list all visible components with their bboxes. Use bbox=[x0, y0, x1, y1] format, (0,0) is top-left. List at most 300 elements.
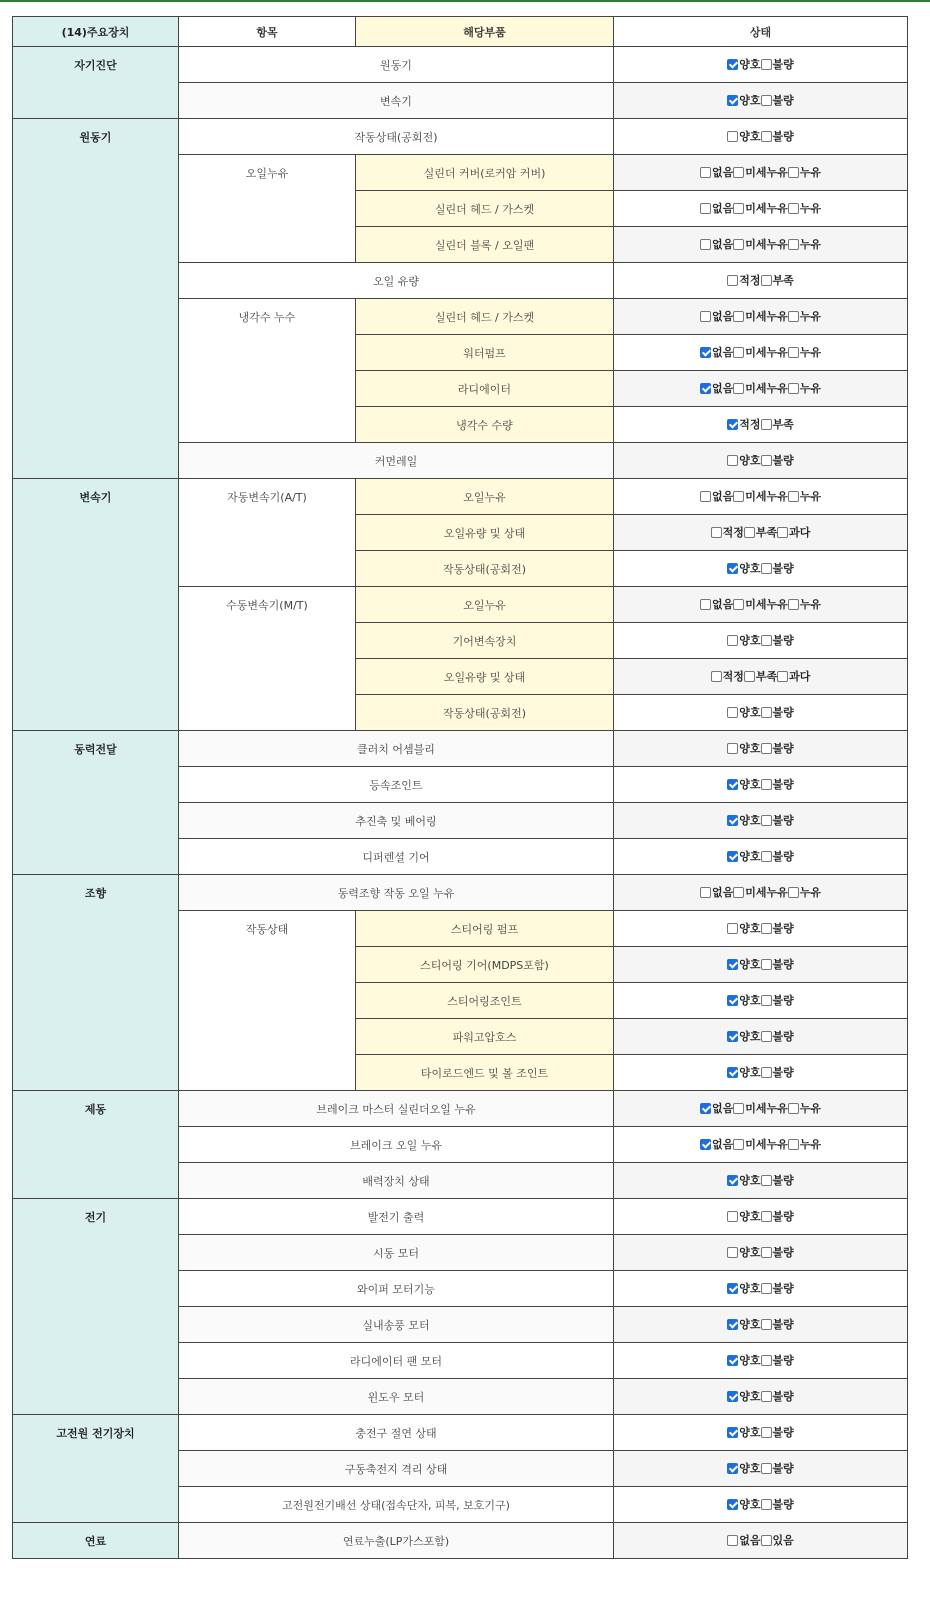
checkbox-checked-icon[interactable] bbox=[727, 851, 738, 862]
status-option[interactable] bbox=[727, 1244, 760, 1260]
status-option-label: 양호 bbox=[739, 1210, 761, 1224]
status-option[interactable] bbox=[711, 668, 744, 684]
status-cell bbox=[614, 443, 908, 479]
checkbox-checked-icon[interactable] bbox=[727, 995, 738, 1006]
checkbox-icon[interactable] bbox=[788, 1139, 799, 1150]
checkbox-icon[interactable] bbox=[761, 635, 772, 646]
checkbox-checked-icon[interactable] bbox=[727, 1031, 738, 1042]
inspection-table bbox=[12, 16, 908, 1559]
checkbox-icon[interactable] bbox=[727, 1535, 738, 1546]
group-label: 원동기 bbox=[13, 119, 179, 479]
checkbox-checked-icon[interactable] bbox=[700, 347, 711, 358]
checkbox-icon[interactable] bbox=[733, 887, 744, 898]
status-option[interactable] bbox=[727, 848, 760, 864]
status-option[interactable] bbox=[761, 1388, 794, 1404]
checkbox-icon[interactable] bbox=[700, 311, 711, 322]
checkbox-icon[interactable] bbox=[733, 203, 744, 214]
status-option[interactable] bbox=[727, 776, 760, 792]
status-cell bbox=[614, 407, 908, 443]
status-option[interactable] bbox=[788, 164, 821, 180]
item-label: 시동 모터 bbox=[179, 1235, 614, 1271]
status-option[interactable] bbox=[788, 884, 821, 900]
checkbox-icon[interactable] bbox=[761, 1535, 772, 1546]
status-option[interactable] bbox=[761, 848, 794, 864]
item-label: 오일 유량 bbox=[179, 263, 614, 299]
status-option[interactable] bbox=[727, 632, 760, 648]
checkbox-checked-icon[interactable] bbox=[727, 779, 738, 790]
checkbox-icon[interactable] bbox=[700, 239, 711, 250]
group-label: 조향 bbox=[13, 875, 179, 1091]
checkbox-icon[interactable] bbox=[777, 671, 788, 682]
status-cell bbox=[614, 371, 908, 407]
status-option[interactable] bbox=[788, 200, 821, 216]
checkbox-icon[interactable] bbox=[788, 203, 799, 214]
checkbox-checked-icon[interactable] bbox=[727, 1283, 738, 1294]
checkbox-icon[interactable] bbox=[733, 311, 744, 322]
status-option-label: 불량 bbox=[772, 1462, 794, 1476]
checkbox-icon[interactable] bbox=[700, 167, 711, 178]
status-option-label: 양호 bbox=[739, 94, 761, 108]
status-option-label: 양호 bbox=[739, 130, 761, 144]
status-option[interactable] bbox=[727, 1352, 760, 1368]
checkbox-icon[interactable] bbox=[761, 275, 772, 286]
checkbox-icon[interactable] bbox=[788, 383, 799, 394]
status-option[interactable] bbox=[727, 920, 760, 936]
status-cell bbox=[614, 263, 908, 299]
checkbox-icon[interactable] bbox=[733, 167, 744, 178]
checkbox-icon[interactable] bbox=[777, 527, 788, 538]
status-option-label: 양호 bbox=[739, 1498, 761, 1512]
part-label: 스티어링조인트 bbox=[356, 983, 614, 1019]
status-option[interactable] bbox=[761, 272, 794, 288]
status-option[interactable] bbox=[733, 884, 788, 900]
status-option[interactable] bbox=[761, 812, 794, 828]
status-option-label: 미세누유 bbox=[745, 598, 788, 612]
checkbox-checked-icon[interactable] bbox=[700, 1103, 711, 1114]
status-option[interactable] bbox=[727, 56, 760, 72]
checkbox-icon[interactable] bbox=[788, 347, 799, 358]
status-option[interactable] bbox=[727, 992, 760, 1008]
status-option-label: 양호 bbox=[739, 850, 761, 864]
status-cell bbox=[614, 1091, 908, 1127]
status-option-label: 누유 bbox=[799, 886, 822, 900]
checkbox-checked-icon[interactable] bbox=[727, 419, 738, 430]
status-option[interactable] bbox=[761, 1352, 794, 1368]
part-label: 오일유량 및 상태 bbox=[356, 515, 614, 551]
item-label: 커먼레일 bbox=[179, 443, 614, 479]
checkbox-icon[interactable] bbox=[761, 851, 772, 862]
status-option-label: 누유 bbox=[799, 166, 822, 180]
checkbox-icon[interactable] bbox=[788, 311, 799, 322]
checkbox-icon[interactable] bbox=[761, 1283, 772, 1294]
status-option[interactable] bbox=[727, 128, 760, 144]
status-cell bbox=[614, 83, 908, 119]
checkbox-icon[interactable] bbox=[761, 1211, 772, 1222]
header-item: 항목 bbox=[179, 17, 356, 47]
checkbox-icon[interactable] bbox=[727, 635, 738, 646]
checkbox-icon[interactable] bbox=[711, 671, 722, 682]
group-label: 고전원 전기장치 bbox=[13, 1415, 179, 1523]
status-cell bbox=[614, 47, 908, 83]
checkbox-icon[interactable] bbox=[761, 1463, 772, 1474]
checkbox-icon[interactable] bbox=[761, 95, 772, 106]
checkbox-icon[interactable] bbox=[700, 887, 711, 898]
part-label: 냉각수 수량 bbox=[356, 407, 614, 443]
checkbox-icon[interactable] bbox=[744, 671, 755, 682]
status-option[interactable] bbox=[727, 740, 760, 756]
status-option[interactable] bbox=[700, 1100, 733, 1116]
status-option-label: 부족 bbox=[755, 526, 778, 540]
status-option-label: 누유 bbox=[799, 1102, 822, 1116]
checkbox-checked-icon[interactable] bbox=[700, 383, 711, 394]
status-option[interactable] bbox=[727, 1496, 760, 1512]
status-option-label: 양호 bbox=[739, 1390, 761, 1404]
part-label: 작동상태(공회전) bbox=[356, 551, 614, 587]
checkbox-icon[interactable] bbox=[761, 1391, 772, 1402]
status-option-label: 부족 bbox=[755, 670, 778, 684]
item-label: 브레이크 오일 누유 bbox=[179, 1127, 614, 1163]
status-option[interactable] bbox=[761, 632, 794, 648]
status-option-label: 적정 bbox=[739, 418, 761, 432]
status-option-label: 적정 bbox=[722, 526, 744, 540]
item-label: 윈도우 모터 bbox=[179, 1379, 614, 1415]
status-option[interactable] bbox=[700, 1136, 733, 1152]
item-label: 동력조향 작동 오일 누유 bbox=[179, 875, 614, 911]
item-label: 발전기 출력 bbox=[179, 1199, 614, 1235]
checkbox-icon[interactable] bbox=[711, 527, 722, 538]
status-option[interactable] bbox=[727, 1280, 760, 1296]
status-option[interactable] bbox=[761, 56, 794, 72]
status-option[interactable] bbox=[733, 308, 788, 324]
checkbox-icon[interactable] bbox=[761, 815, 772, 826]
item-label: 실내송풍 모터 bbox=[179, 1307, 614, 1343]
status-option[interactable] bbox=[700, 308, 733, 324]
checkbox-icon[interactable] bbox=[761, 1031, 772, 1042]
status-option[interactable] bbox=[700, 344, 733, 360]
checkbox-icon[interactable] bbox=[733, 383, 744, 394]
status-option[interactable] bbox=[788, 308, 821, 324]
checkbox-icon[interactable] bbox=[761, 1499, 772, 1510]
checkbox-checked-icon[interactable] bbox=[727, 1355, 738, 1366]
status-option[interactable] bbox=[727, 452, 760, 468]
status-option[interactable] bbox=[700, 200, 733, 216]
checkbox-icon[interactable] bbox=[761, 959, 772, 970]
checkbox-icon[interactable] bbox=[761, 131, 772, 142]
status-option[interactable] bbox=[727, 272, 760, 288]
part-label: 기어변속장치 bbox=[356, 623, 614, 659]
part-label: 실린더 커버(로커암 커버) bbox=[356, 155, 614, 191]
status-option[interactable] bbox=[777, 524, 810, 540]
status-option[interactable] bbox=[727, 1460, 760, 1476]
checkbox-checked-icon[interactable] bbox=[727, 1319, 738, 1330]
checkbox-icon[interactable] bbox=[761, 707, 772, 718]
checkbox-icon[interactable] bbox=[700, 203, 711, 214]
status-option-label: 양호 bbox=[739, 1282, 761, 1296]
status-option-label: 미세누유 bbox=[745, 1138, 788, 1152]
status-option-label: 없음 bbox=[739, 1534, 761, 1548]
status-option-label: 불량 bbox=[772, 1390, 794, 1404]
status-option[interactable] bbox=[727, 1424, 760, 1440]
status-option[interactable] bbox=[761, 560, 794, 576]
table-row bbox=[13, 479, 908, 515]
status-option-label: 불량 bbox=[772, 634, 794, 648]
status-option[interactable] bbox=[761, 1496, 794, 1512]
status-option-label: 양호 bbox=[739, 994, 761, 1008]
checkbox-icon[interactable] bbox=[727, 1247, 738, 1258]
status-cell bbox=[614, 983, 908, 1019]
checkbox-icon[interactable] bbox=[761, 419, 772, 430]
part-label: 스티어링 펌프 bbox=[356, 911, 614, 947]
checkbox-icon[interactable] bbox=[733, 1139, 744, 1150]
status-option-label: 양호 bbox=[739, 454, 761, 468]
status-option[interactable] bbox=[727, 1208, 760, 1224]
group-label: 연료 bbox=[13, 1523, 179, 1559]
status-option[interactable] bbox=[700, 380, 733, 396]
status-option[interactable] bbox=[761, 1028, 794, 1044]
checkbox-icon[interactable] bbox=[761, 1067, 772, 1078]
part-label: 타이로드엔드 및 볼 조인트 bbox=[356, 1055, 614, 1091]
checkbox-icon[interactable] bbox=[761, 1427, 772, 1438]
status-cell bbox=[614, 1487, 908, 1523]
status-option[interactable] bbox=[733, 344, 788, 360]
status-option[interactable] bbox=[761, 920, 794, 936]
status-cell bbox=[614, 335, 908, 371]
checkbox-checked-icon[interactable] bbox=[727, 1463, 738, 1474]
checkbox-checked-icon[interactable] bbox=[727, 59, 738, 70]
table-row bbox=[13, 1523, 908, 1559]
checkbox-icon[interactable] bbox=[733, 239, 744, 250]
status-option[interactable] bbox=[761, 776, 794, 792]
status-option-label: 부족 bbox=[772, 418, 794, 432]
group-label: 전기 bbox=[13, 1199, 179, 1415]
status-cell bbox=[614, 1523, 908, 1559]
status-option[interactable] bbox=[788, 380, 821, 396]
status-option[interactable] bbox=[788, 236, 821, 252]
checkbox-icon[interactable] bbox=[727, 455, 738, 466]
checkbox-icon[interactable] bbox=[761, 995, 772, 1006]
status-cell bbox=[614, 299, 908, 335]
checkbox-icon[interactable] bbox=[744, 527, 755, 538]
checkbox-icon[interactable] bbox=[761, 1175, 772, 1186]
table-row bbox=[13, 1199, 908, 1235]
status-option[interactable] bbox=[761, 956, 794, 972]
status-option[interactable] bbox=[761, 740, 794, 756]
group-label: 제동 bbox=[13, 1091, 179, 1199]
status-option[interactable] bbox=[744, 524, 777, 540]
status-option[interactable] bbox=[733, 200, 788, 216]
status-option[interactable] bbox=[727, 704, 760, 720]
status-cell bbox=[614, 1415, 908, 1451]
status-option[interactable] bbox=[700, 164, 733, 180]
status-option-label: 없음 bbox=[711, 490, 734, 504]
item-label: 원동기 bbox=[179, 47, 614, 83]
status-option[interactable] bbox=[788, 1136, 821, 1152]
checkbox-checked-icon[interactable] bbox=[727, 95, 738, 106]
status-option[interactable] bbox=[733, 1136, 788, 1152]
status-option-label: 불량 bbox=[772, 130, 794, 144]
status-option-label: 과다 bbox=[789, 526, 811, 540]
checkbox-checked-icon[interactable] bbox=[727, 1499, 738, 1510]
status-cell bbox=[614, 695, 908, 731]
group-label: 동력전달 bbox=[13, 731, 179, 875]
status-option[interactable] bbox=[700, 236, 733, 252]
status-option[interactable] bbox=[733, 596, 788, 612]
status-option-label: 없음 bbox=[711, 310, 734, 324]
status-option[interactable] bbox=[788, 488, 821, 504]
status-option[interactable] bbox=[727, 1532, 760, 1548]
status-option[interactable] bbox=[700, 884, 733, 900]
status-option[interactable] bbox=[727, 1028, 760, 1044]
checkbox-icon[interactable] bbox=[788, 887, 799, 898]
checkbox-icon[interactable] bbox=[733, 1103, 744, 1114]
status-cell bbox=[614, 1163, 908, 1199]
status-option[interactable] bbox=[761, 1244, 794, 1260]
status-option[interactable] bbox=[733, 164, 788, 180]
table-row bbox=[13, 119, 908, 155]
status-option-label: 양호 bbox=[739, 1318, 761, 1332]
checkbox-icon[interactable] bbox=[700, 599, 711, 610]
status-option[interactable] bbox=[777, 668, 810, 684]
status-option-label: 불량 bbox=[772, 1318, 794, 1332]
checkbox-icon[interactable] bbox=[761, 1355, 772, 1366]
status-option-label: 누유 bbox=[799, 490, 822, 504]
header-part: 해당부품 bbox=[356, 17, 614, 47]
checkbox-icon[interactable] bbox=[727, 743, 738, 754]
status-option-label: 누유 bbox=[799, 346, 822, 360]
status-option[interactable] bbox=[727, 1316, 760, 1332]
status-option[interactable] bbox=[761, 1424, 794, 1440]
checkbox-checked-icon[interactable] bbox=[727, 563, 738, 574]
checkbox-icon[interactable] bbox=[761, 455, 772, 466]
checkbox-icon[interactable] bbox=[761, 923, 772, 934]
status-option-label: 없음 bbox=[711, 166, 734, 180]
checkbox-checked-icon[interactable] bbox=[727, 1175, 738, 1186]
checkbox-icon[interactable] bbox=[733, 491, 744, 502]
status-option[interactable] bbox=[711, 524, 744, 540]
status-option[interactable] bbox=[733, 1100, 788, 1116]
status-option[interactable] bbox=[727, 1172, 760, 1188]
checkbox-icon[interactable] bbox=[788, 1103, 799, 1114]
checkbox-icon[interactable] bbox=[761, 1247, 772, 1258]
checkbox-icon[interactable] bbox=[733, 599, 744, 610]
status-option-label: 불량 bbox=[772, 814, 794, 828]
status-option[interactable] bbox=[700, 488, 733, 504]
status-option-label: 불량 bbox=[772, 958, 794, 972]
status-option-label: 부족 bbox=[772, 274, 794, 288]
status-option[interactable] bbox=[761, 452, 794, 468]
status-option[interactable] bbox=[700, 596, 733, 612]
checkbox-checked-icon[interactable] bbox=[727, 1067, 738, 1078]
status-option[interactable] bbox=[727, 560, 760, 576]
status-option-label: 불량 bbox=[772, 1210, 794, 1224]
checkbox-icon[interactable] bbox=[727, 1211, 738, 1222]
part-label: 스티어링 기어(MDPS포함) bbox=[356, 947, 614, 983]
status-cell bbox=[614, 839, 908, 875]
status-option[interactable] bbox=[733, 380, 788, 396]
subcategory-label: 냉각수 누수 bbox=[179, 299, 356, 443]
status-option[interactable] bbox=[788, 1100, 821, 1116]
status-option[interactable] bbox=[727, 416, 760, 432]
status-cell bbox=[614, 731, 908, 767]
checkbox-icon[interactable] bbox=[788, 167, 799, 178]
checkbox-icon[interactable] bbox=[788, 599, 799, 610]
status-option[interactable] bbox=[761, 1064, 794, 1080]
checkbox-icon[interactable] bbox=[761, 1319, 772, 1330]
checkbox-icon[interactable] bbox=[761, 779, 772, 790]
status-option[interactable] bbox=[761, 1460, 794, 1476]
status-option[interactable] bbox=[727, 1388, 760, 1404]
status-option[interactable] bbox=[733, 488, 788, 504]
subcategory-label: 오일누유 bbox=[179, 155, 356, 263]
status-option-label: 적정 bbox=[739, 274, 761, 288]
status-option[interactable] bbox=[761, 1172, 794, 1188]
item-label: 디퍼렌셜 기어 bbox=[179, 839, 614, 875]
status-option-label: 미세누유 bbox=[745, 166, 788, 180]
status-cell bbox=[614, 1235, 908, 1271]
checkbox-checked-icon[interactable] bbox=[727, 815, 738, 826]
status-option-label: 미세누유 bbox=[745, 382, 788, 396]
status-option[interactable] bbox=[761, 704, 794, 720]
status-option-label: 불량 bbox=[772, 58, 794, 72]
status-option[interactable] bbox=[761, 1208, 794, 1224]
status-option[interactable] bbox=[761, 1280, 794, 1296]
status-option[interactable] bbox=[727, 92, 760, 108]
checkbox-checked-icon[interactable] bbox=[700, 1139, 711, 1150]
status-option[interactable] bbox=[727, 812, 760, 828]
part-label: 실린더 헤드 / 가스켓 bbox=[356, 191, 614, 227]
checkbox-icon[interactable] bbox=[700, 491, 711, 502]
status-option-label: 없음 bbox=[711, 598, 734, 612]
group-label: 변속기 bbox=[13, 479, 179, 731]
checkbox-icon[interactable] bbox=[788, 239, 799, 250]
checkbox-icon[interactable] bbox=[733, 347, 744, 358]
checkbox-icon[interactable] bbox=[761, 563, 772, 574]
checkbox-checked-icon[interactable] bbox=[727, 959, 738, 970]
item-label: 작동상태(공회전) bbox=[179, 119, 614, 155]
status-option[interactable] bbox=[788, 596, 821, 612]
checkbox-icon[interactable] bbox=[788, 491, 799, 502]
status-option[interactable] bbox=[761, 416, 794, 432]
checkbox-icon[interactable] bbox=[761, 743, 772, 754]
status-option[interactable] bbox=[761, 92, 794, 108]
status-cell bbox=[614, 1199, 908, 1235]
status-cell bbox=[614, 659, 908, 695]
status-option-label: 있음 bbox=[772, 1534, 794, 1548]
status-option[interactable] bbox=[761, 1316, 794, 1332]
checkbox-icon[interactable] bbox=[727, 707, 738, 718]
status-option[interactable] bbox=[761, 1532, 794, 1548]
checkbox-checked-icon[interactable] bbox=[727, 1391, 738, 1402]
checkbox-icon[interactable] bbox=[727, 131, 738, 142]
status-option[interactable] bbox=[761, 992, 794, 1008]
status-option[interactable] bbox=[761, 128, 794, 144]
checkbox-icon[interactable] bbox=[727, 275, 738, 286]
status-option[interactable] bbox=[788, 344, 821, 360]
status-option[interactable] bbox=[727, 956, 760, 972]
status-option[interactable] bbox=[727, 1064, 760, 1080]
status-option[interactable] bbox=[744, 668, 777, 684]
checkbox-icon[interactable] bbox=[727, 923, 738, 934]
subcategory-label: 자동변속기(A/T) bbox=[179, 479, 356, 587]
checkbox-checked-icon[interactable] bbox=[727, 1427, 738, 1438]
status-option[interactable] bbox=[733, 236, 788, 252]
checkbox-icon[interactable] bbox=[761, 59, 772, 70]
item-label: 등속조인트 bbox=[179, 767, 614, 803]
status-option-label: 불량 bbox=[772, 1030, 794, 1044]
item-label: 와이퍼 모터기능 bbox=[179, 1271, 614, 1307]
part-label: 실린더 헤드 / 가스켓 bbox=[356, 299, 614, 335]
status-cell bbox=[614, 1451, 908, 1487]
